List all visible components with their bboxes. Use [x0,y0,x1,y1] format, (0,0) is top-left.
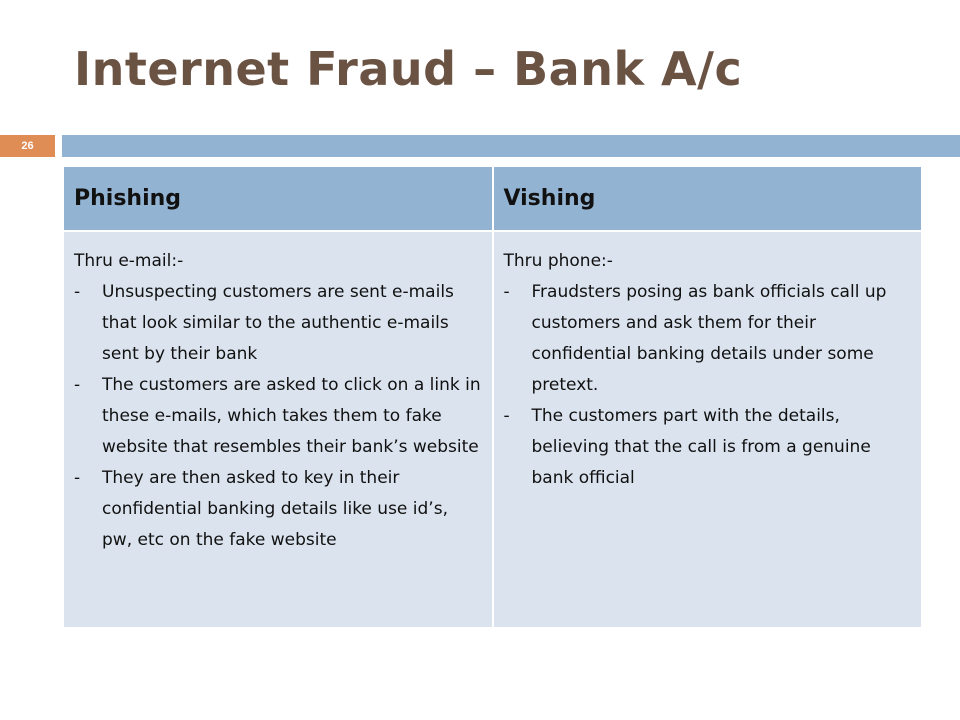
bullet-text: They are then asked to key in their confidential banking details like use id’s, pw, etc on the fake website [102,468,448,550]
dash-bullet-icon: - [503,282,510,302]
dash-bullet-icon: - [74,468,81,488]
comparison-table [64,167,921,627]
phishing-bullet-list [74,277,482,556]
list-item [504,277,912,401]
vishing-cell [493,231,922,627]
bullet-text: The customers part with the details, believing that the call is from a genuine bank official [531,406,871,488]
dash-bullet-icon: - [74,375,81,395]
bullet-text: Unsuspecting customers are sent e-mails that look similar to the authentic e-mails sent by their bank [102,282,454,364]
dash-bullet-icon: - [74,282,81,302]
table-header-row [64,167,921,231]
title-accent-bar [62,135,960,157]
slide-title: Internet Fraud – Bank A/c [74,42,743,96]
dash-bullet-icon: - [503,406,510,426]
bullet-text: Fraudsters posing as bank officials call up customers and ask them for their confidential banking details under some pretext. [531,282,887,395]
table-row [64,231,921,627]
column-header-phishing: Phishing [64,167,493,231]
bullet-text: The customers are asked to click on a link in these e-mails, which takes them to fake website that resembles their bank’s website [102,375,481,457]
list-item [74,370,482,463]
vishing-bullet-list [504,277,912,494]
phishing-cell [64,231,493,627]
list-item [74,463,482,556]
list-item [504,401,912,494]
slide-number-badge: 26 [0,135,55,157]
column-header-vishing: Vishing [493,167,922,231]
list-item [74,277,482,370]
vishing-intro: Thru phone:- [503,251,613,271]
phishing-intro: Thru e-mail:- [74,251,184,271]
